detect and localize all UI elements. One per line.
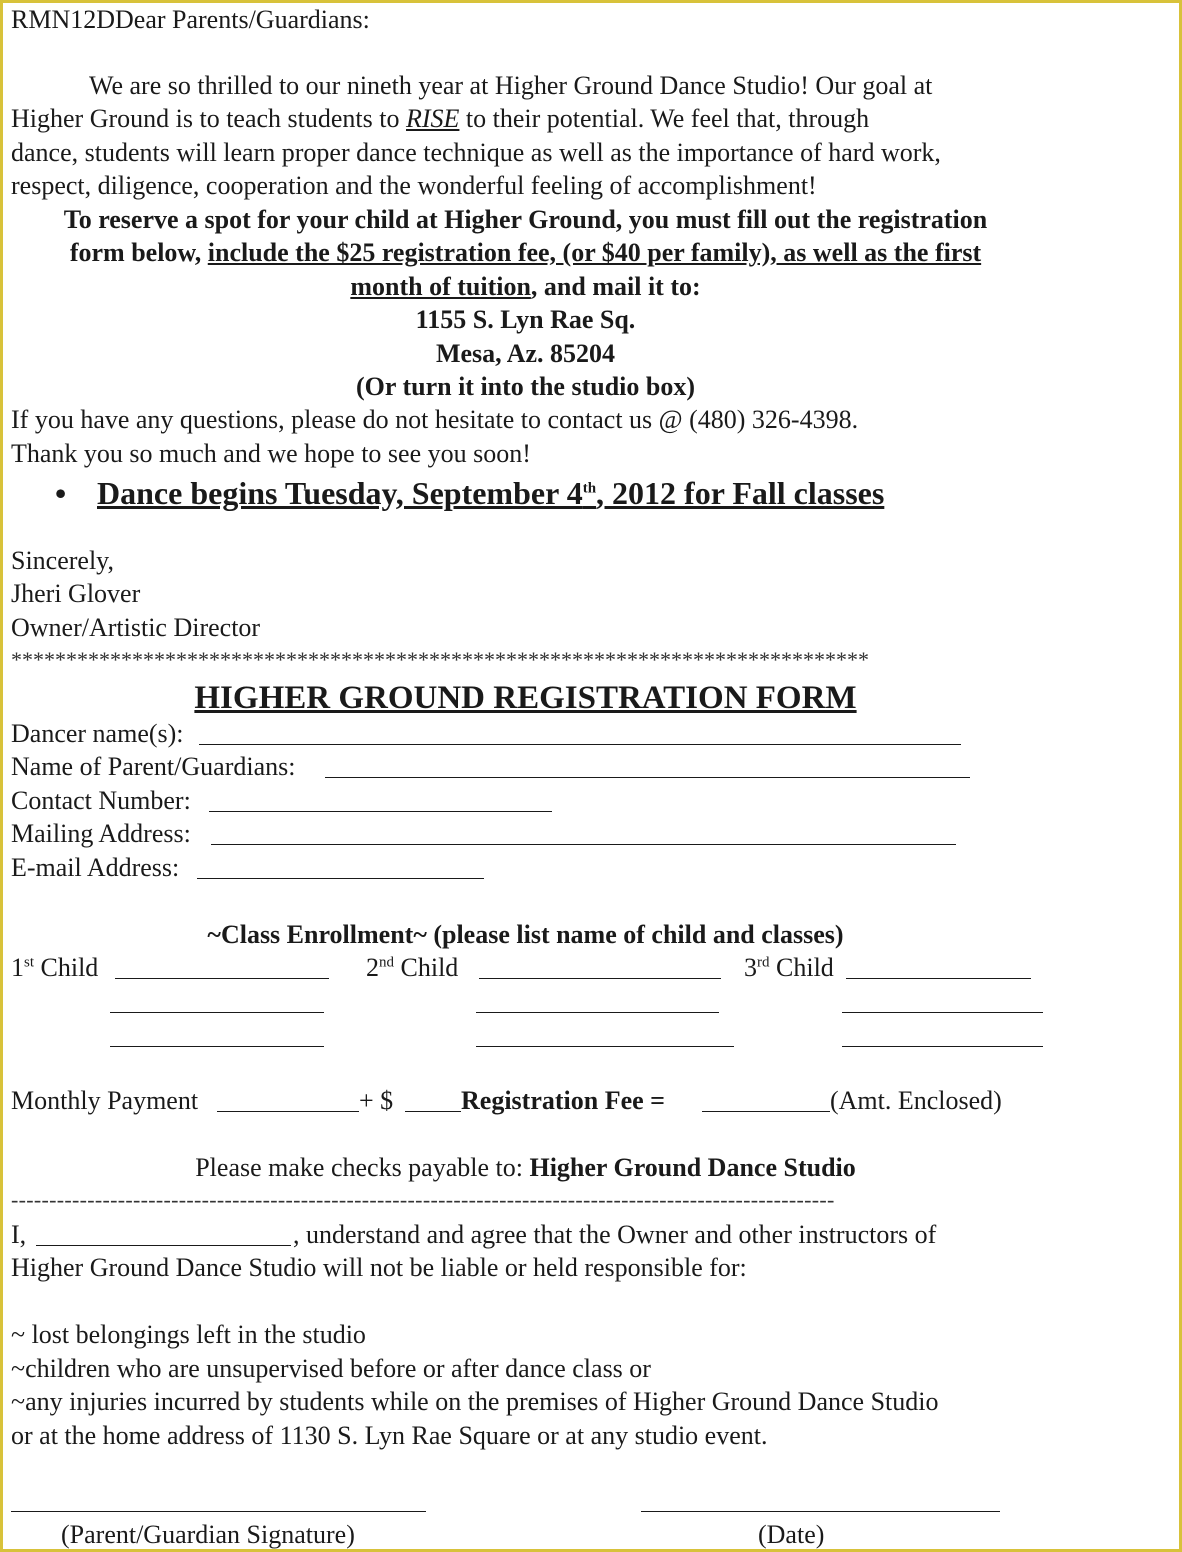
email-address-label: E-mail Address:	[11, 853, 180, 882]
signer-name: Jheri Glover	[11, 579, 141, 608]
date-label: (Date)	[758, 1520, 825, 1549]
rise-emphasis: RISE	[406, 104, 460, 133]
mailing-address-label: Mailing Address:	[11, 819, 191, 848]
closing: Sincerely,	[11, 546, 114, 575]
form-title: HIGHER GROUND REGISTRATION FORM	[194, 680, 857, 716]
child1-field-3[interactable]	[110, 1046, 324, 1047]
child1-field-2[interactable]	[110, 1012, 324, 1013]
address-street: 1155 S. Lyn Rae Sq.	[415, 305, 636, 334]
parent-name-field[interactable]	[325, 777, 970, 778]
contact-number-label: Contact Number:	[11, 786, 191, 815]
mailing-address-field[interactable]	[211, 844, 956, 845]
para1-line4: respect, diligence, cooperation and the wonderful feeling of accomplishment!	[11, 171, 817, 200]
monthly-payment-label: Monthly Payment	[11, 1086, 199, 1115]
reserve-line1: To reserve a spot for your child at Higher Ground, you must fill out the registration	[63, 205, 988, 234]
class-enrollment-heading: ~Class Enrollment~ (please list name of child and classes)	[207, 920, 844, 949]
signature-field[interactable]	[11, 1511, 426, 1512]
registration-fee-label: Registration Fee =	[461, 1086, 665, 1115]
child1-label: 1st Child	[11, 953, 99, 982]
child2-field-2[interactable]	[476, 1012, 719, 1013]
address-city: Mesa, Az. 85204	[435, 339, 616, 368]
reserve-line3: month of tuition, and mail it to:	[350, 272, 701, 301]
contact-number-field[interactable]	[209, 811, 552, 812]
child3-field-3[interactable]	[842, 1046, 1043, 1047]
dash-divider: ------------------------------------------------------------------------------------------------------------	[11, 1187, 835, 1212]
child3-field-1[interactable]	[846, 978, 1031, 979]
plus-dollar-label: + $	[359, 1086, 394, 1115]
registration-fee-field[interactable]	[405, 1111, 461, 1112]
waiver-line1: , understand and agree that the Owner and other instructors of	[293, 1220, 937, 1249]
studio-box-note: (Or turn it into the studio box)	[356, 372, 695, 401]
waiver-i-label: I,	[11, 1220, 27, 1249]
amount-enclosed-label: (Amt. Enclosed)	[830, 1086, 1002, 1115]
para1-line3: dance, students will learn proper dance technique as well as the importance of hard work,	[11, 138, 941, 167]
parent-name-label: Name of Parent/Guardians:	[11, 752, 296, 781]
waiver-item-injuries-cont: or at the home address of 1130 S. Lyn Rae Square or at any studio event.	[11, 1421, 768, 1450]
dancer-name-label: Dancer name(s):	[11, 719, 184, 748]
waiver-item-unsupervised: ~children who are unsupervised before or after dance class or	[11, 1354, 651, 1383]
email-address-field[interactable]	[197, 878, 484, 879]
date-field[interactable]	[641, 1511, 1000, 1512]
dancer-name-field[interactable]	[199, 744, 961, 745]
signature-label: (Parent/Guardian Signature)	[61, 1520, 355, 1549]
amount-enclosed-field[interactable]	[702, 1111, 830, 1112]
bullet-icon: •	[55, 475, 67, 511]
payee-name: Higher Ground Dance Studio	[529, 1153, 856, 1182]
start-date-bullet: • Dance begins Tuesday, September 4th, 2012 for Fall classes	[11, 475, 884, 511]
checks-payable-line: Please make checks payable to: Higher Ground Dance Studio	[195, 1153, 856, 1182]
questions-line: If you have any questions, please do not hesitate to contact us @ (480) 326-4398.	[11, 405, 859, 434]
star-divider: ******************************************************************************	[11, 647, 869, 672]
child2-label: 2nd Child	[366, 953, 459, 982]
child1-field-1[interactable]	[115, 978, 329, 979]
child3-label: 3rd Child	[744, 953, 834, 982]
para1-line1: We are so thrilled to our nineth year at Higher Ground Dance Studio! Our goal at	[89, 71, 933, 100]
greeting: RMN12DDear Parents/Guardians:	[11, 5, 370, 34]
waiver-name-field[interactable]	[36, 1245, 291, 1246]
child2-field-1[interactable]	[479, 978, 721, 979]
signer-title: Owner/Artistic Director	[11, 613, 261, 642]
thanks-line: Thank you so much and we hope to see you soon!	[11, 439, 531, 468]
waiver-item-belongings: ~ lost belongings left in the studio	[11, 1320, 366, 1349]
waiver-line2: Higher Ground Dance Studio will not be liable or held responsible for:	[11, 1253, 747, 1282]
child3-field-2[interactable]	[842, 1012, 1043, 1013]
monthly-payment-field[interactable]	[217, 1111, 359, 1112]
waiver-item-injuries: ~any injuries incurred by students while on the premises of Higher Ground Dance Studio	[11, 1387, 939, 1416]
para1-line2: Higher Ground is to teach students to RISE to their potential. We feel that, through	[11, 104, 870, 133]
child2-field-3[interactable]	[476, 1046, 734, 1047]
reserve-line2: form below, include the $25 registration fee, (or $40 per family), as well as the first	[69, 238, 982, 267]
